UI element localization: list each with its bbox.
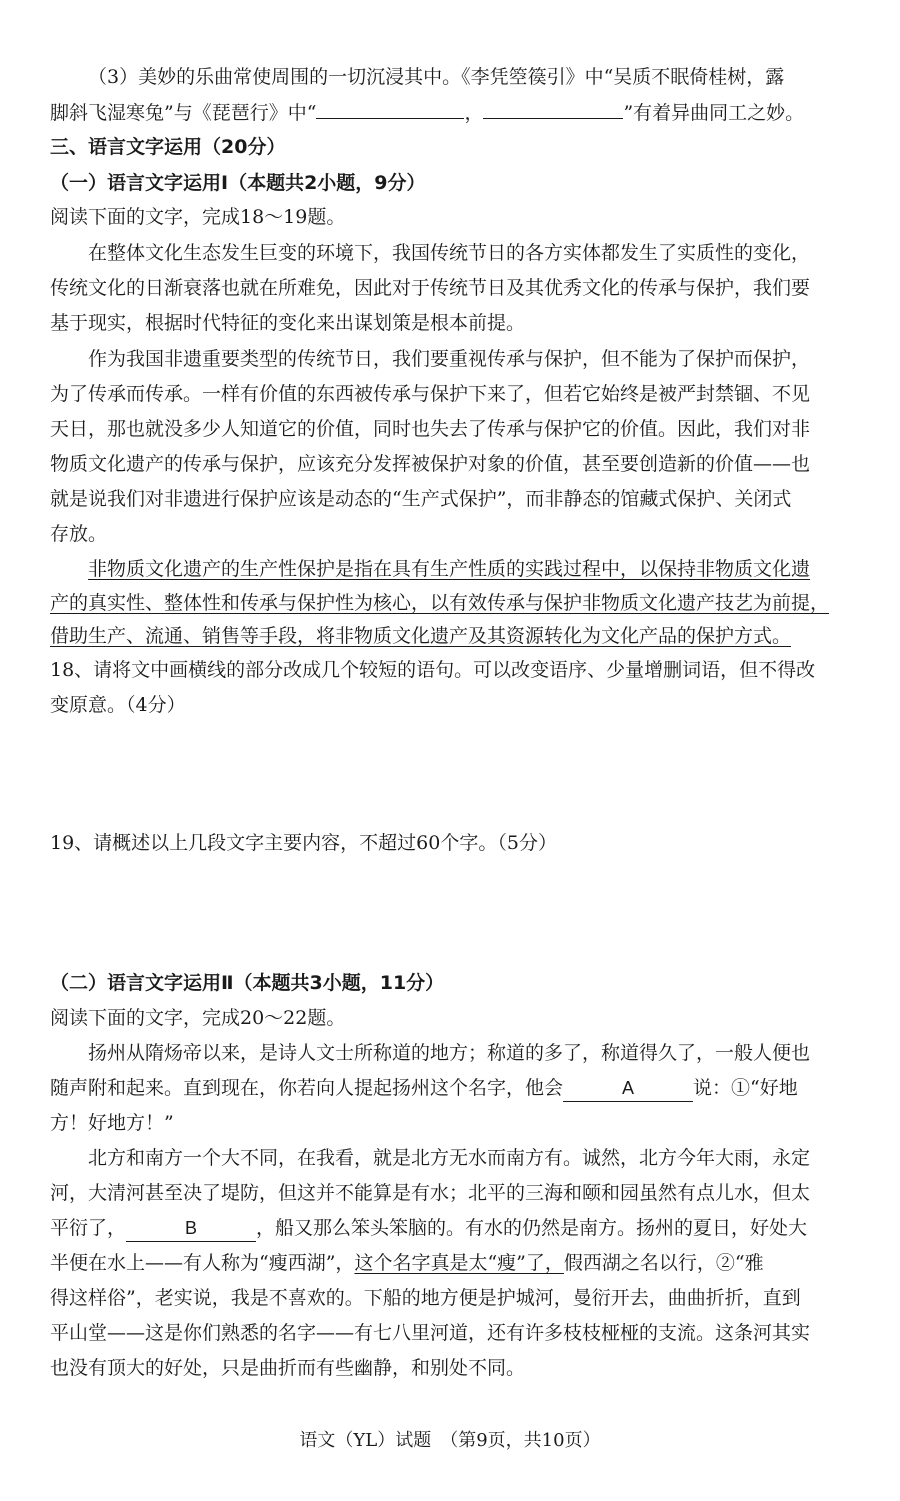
q17-3-line1: （3）美妙的乐曲常使周围的一切沉浸其中。《李凭箜篌引》中“吴质不眠倚桂树，露 (88, 66, 785, 88)
q17-3-line2-pre: 脚斜飞湿寒兔”与《琵琶行》中“ (50, 102, 317, 124)
part1-p2-line: 物质文化遗产的传承与保护，应该充分发挥被保护对象的价值，甚至要创造新的价值——也 (50, 453, 811, 475)
part2-p2-line: 得这样俗”，老实说，我是不喜欢的。下船的地方便是护城河，曼衍开去，曲曲折折，直到 (50, 1287, 801, 1309)
part2-p2-line3-pre: 平衍了， (50, 1217, 127, 1239)
question-18-line: 18、请将文中画横线的部分改成几个较短的语句。可以改变语序、少量增删词语，但不得改 (50, 659, 816, 681)
underlined-passage-line: 借助生产、流通、销售等手段，将非物质文化遗产及其资源转化为文化产品的保护方式。 (50, 625, 792, 647)
part1-p1-line: 基于现实，根据时代特征的变化来出谋划策是根本前提。 (50, 312, 526, 334)
q17-3-line2 (50, 98, 804, 126)
part2-p1-line: 扬州从隋炀帝以来，是诗人文士所称道的地方；称道的多了，称道得久了，一般人便也 (88, 1042, 811, 1064)
part2-instruction: 阅读下面的文字，完成20～22题。 (50, 1007, 346, 1029)
part1-p2-line: 作为我国非遗重要类型的传统节日，我们要重视传承与保护，但不能为了保护而保护， (88, 348, 811, 370)
section3-title: 三、语言文字运用（20分） (50, 136, 286, 158)
part2-p2-line4-pre: 半便在水上——有人称为“瘦西湖”， (50, 1252, 355, 1274)
question-19: 19、请概述以上几段文字主要内容，不超过60个字。（5分） (50, 832, 557, 854)
q17-3-line2-post: ”有着异曲同工之妙。 (623, 102, 805, 124)
part2-title: （二）语言文字运用Ⅱ（本题共3小题，11分） (50, 972, 445, 994)
part1-p2-line: 存放。 (50, 523, 108, 545)
part1-p1-line: 传统文化的日渐衰落也就在所难免，因此对于传统节日及其优秀文化的传承与保护，我们要 (50, 277, 811, 299)
part2-p2-line: 也没有顶大的好处，只是曲折而有些幽静，和别处不同。 (50, 1357, 526, 1379)
underlined-passage-line: 非物质文化遗产的生产性保护是指在具有生产性质的实践过程中，以保持非物质文化遗 (88, 558, 811, 580)
part2-p2-line (50, 1250, 764, 1276)
part1-instruction: 阅读下面的文字，完成18～19题。 (50, 206, 346, 228)
part2-p2-line (50, 1215, 807, 1242)
part2-p1-line2-pre: 随声附和起来。直到现在，你若向人提起扬州这个名字，他会 (50, 1077, 564, 1099)
part2-p2-line: 北方和南方一个大不同，在我看，就是北方无水而南方有。诚然，北方今年大雨，永定 (88, 1147, 811, 1169)
q17-3-line2-mid: ， (464, 102, 484, 124)
part1-title: （一）语言文字运用Ⅰ（本题共2小题，9分） (50, 172, 426, 194)
page-footer: 语文（YL）试题 （第9页，共10页） (299, 1430, 601, 1451)
part2-p2-line3-post: ，船又那么笨头笨脑的。有水的仍然是南方。扬州的夏日，好处大 (256, 1217, 808, 1239)
part1-p2-line: 天日，那也就没多少人知道它的价值，同时也失去了传承与保护它的价值。因此，我们对非 (50, 418, 811, 440)
part2-p2-line: 平山堂——这是你们熟悉的名字——有七八里河道，还有许多枝枝桠桠的支流。这条河其实 (50, 1322, 811, 1344)
underlined-passage-line: 产的真实性、整体性和传承与保护性为核心，以有效传承与保护非物质文化遗产技艺为前提， (50, 592, 830, 614)
underlined-phrase: 这个名字真是太“瘦”了， (354, 1252, 564, 1274)
part1-p2-line: 为了传承而传承。一样有价值的东西被传承与保护下来了，但若它始终是被严封禁锢、不见 (50, 383, 811, 405)
part2-p1-line2-post: 说：①“好地 (693, 1077, 798, 1099)
answer-blank-1[interactable] (316, 98, 464, 119)
part2-p1-line: 方！好地方！” (50, 1112, 174, 1134)
question-18-line: 变原意。（4分） (50, 694, 186, 716)
answer-blank-2[interactable] (483, 98, 623, 119)
part2-p2-line4-post: 假西湖之名以行，②“雅 (563, 1252, 764, 1274)
blank-a[interactable]: A (563, 1075, 693, 1102)
part1-p2-line: 就是说我们对非遗进行保护应该是动态的“生产式保护”，而非静态的馆藏式保护、关闭式 (50, 488, 792, 510)
blank-b[interactable]: B (126, 1215, 256, 1242)
part2-p1-line (50, 1075, 798, 1102)
part2-p2-line: 河，大清河甚至决了堤防，但这并不能算是有水；北平的三海和颐和园虽然有点儿水，但太 (50, 1182, 811, 1204)
part1-p1-line: 在整体文化生态发生巨变的环境下，我国传统节日的各方实体都发生了实质性的变化， (88, 242, 811, 264)
